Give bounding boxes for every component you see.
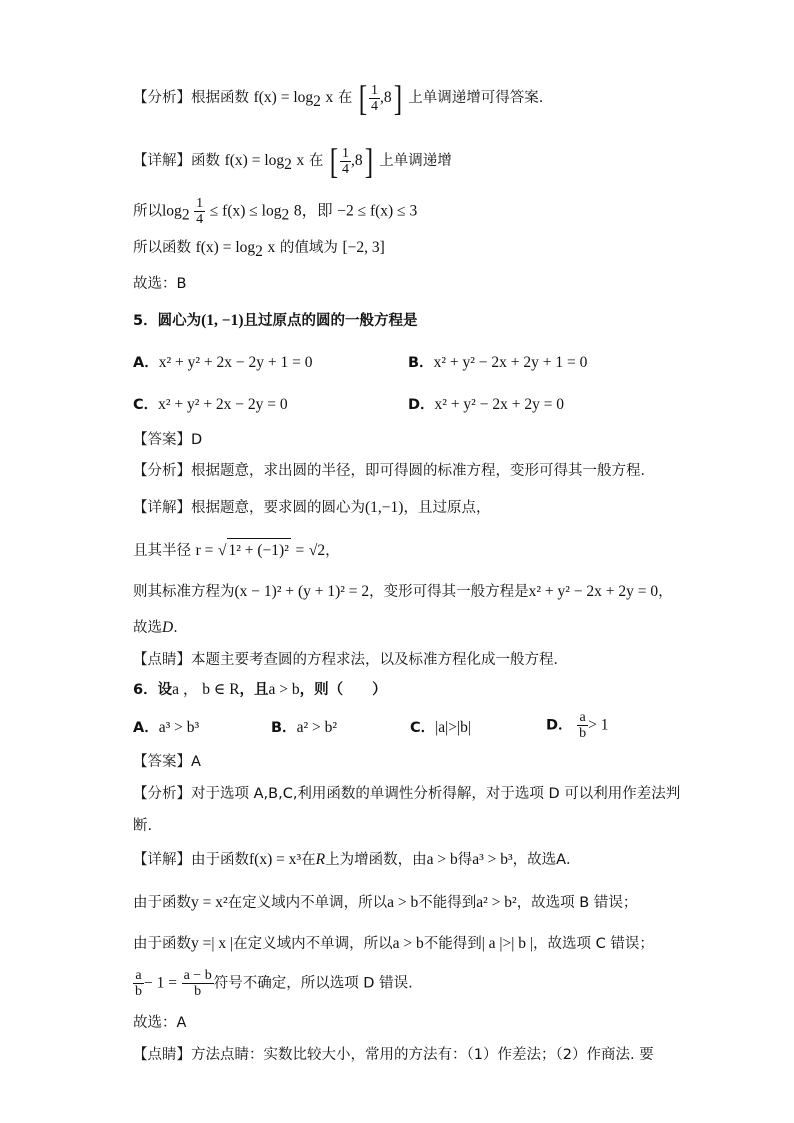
q6-choose: 故选：A bbox=[133, 1015, 187, 1031]
q5-option-c: C．x² + y² + 2x − 2y = 0 bbox=[133, 396, 288, 413]
q5-choose: 故选D． bbox=[133, 619, 188, 636]
q5-option-b: B．x² + y² − 2x + 2y + 1 = 0 bbox=[408, 354, 588, 371]
q5-detail: 【详解】根据题意，要求圆的圆心为(1,−1)，且过原点， bbox=[133, 499, 491, 516]
q6-detail: 【详解】由于函数f(x) = x³在R上为增函数，由a > b得a³ > b³，故选A． bbox=[133, 851, 581, 868]
q6-option-a: A．a³ > b³ bbox=[133, 719, 200, 736]
analysis-tag: 【分析】 bbox=[133, 90, 191, 106]
question-5-title: 5．圆心为(1, −1)且过原点的圆的一般方程是 bbox=[133, 312, 418, 329]
question-6-title: 6．设a ， b ∈ R，且a > b，则（ ） bbox=[133, 681, 387, 698]
q6-analysis-1: 【分析】对于选项 A,B,C,利用函数的单调性分析得解，对于选项 D 可以利用作差法判 bbox=[133, 786, 681, 802]
q5-comment: 【点睛】本题主要考查圆的方程求法，以及标准方程化成一般方程． bbox=[133, 652, 568, 668]
q6-option-d-explanation: $\frac{a}{b}$ − 1 = $\frac{a - b}{b}$ 符号不确定，所以选项 D 错误. bbox=[135, 968, 413, 999]
q6-comment: 【点睛】方法点睛：实数比较大小，常用的方法有：（1）作差法；（2）作商法. 要 bbox=[133, 1047, 654, 1063]
q5-analysis: 【分析】根据题意，求出圆的半径，即可得圆的标准方程，变形可得其一般方程． bbox=[133, 463, 655, 479]
q6-answer: 【答案】A bbox=[133, 754, 201, 770]
q5-option-d: D．x² + y² − 2x + 2y = 0 bbox=[408, 396, 565, 413]
q6-option-b: B．a² > b² bbox=[271, 719, 337, 736]
range-line: 所以$\log_2$ $\frac{1}{4}$ ≤ $f(x) \le \log_2 8$，即 −2 ≤ f(x) ≤ 3 bbox=[133, 196, 418, 227]
q6-option-c: C．|a|>|b| bbox=[410, 719, 471, 736]
q5-option-a: A．x² + y² + 2x − 2y + 1 = 0 bbox=[133, 354, 313, 371]
q6-option-b-explanation: 由于函数y = x²在定义域内不单调，所以a > b不能得到a² > b²，故选项 B 错误； bbox=[133, 894, 638, 911]
detail-tag: 【详解】 bbox=[133, 153, 191, 169]
value-range-line: 所以函数 $f(x) = \log_2 x$ 的值域为 [−2, 3] bbox=[133, 239, 385, 260]
analysis-line: 【分析】根据函数 $f(x) = \log_2 x$ 在 [ $\frac{1}{4}$ ,8] 上单调递增可得答案. bbox=[133, 78, 544, 118]
q5-answer: 【答案】D bbox=[133, 432, 203, 448]
q5-radius: 且其半径 r = √ 1² + (−1)² = √2， bbox=[133, 538, 340, 563]
q5-standard-eq: 则其标准方程为(x − 1)² + (y + 1)² = 2，变形可得其一般方程是x² + y² − 2x + 2y = 0， bbox=[133, 583, 673, 600]
answer-line: 故选：B bbox=[133, 276, 187, 292]
detail-line: 【详解】函数 $f(x) = \log_2 x$ 在 [ $\frac{1}{4}$ ,8] 上单调递增 bbox=[133, 141, 452, 181]
q6-analysis-2: 断. bbox=[133, 818, 153, 834]
q6-option-d: D． $\frac{a}{b}$ > 1 bbox=[546, 710, 609, 741]
q6-option-c-explanation: 由于函数y =| x |在定义域内不单调，所以a > b不能得到| a |>| b |，故选项 C 错误； bbox=[133, 935, 654, 952]
